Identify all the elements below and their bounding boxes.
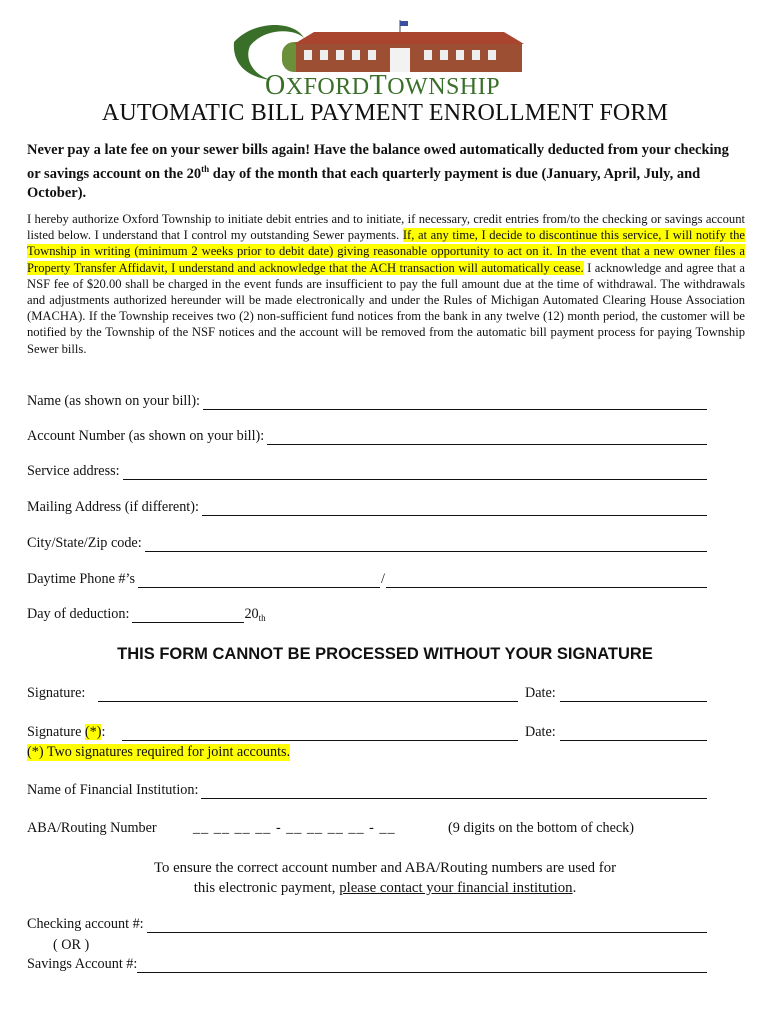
phone-line-1[interactable] — [138, 573, 380, 588]
joint-account-note: (*) Two signatures required for joint accounts. — [27, 744, 291, 760]
aba-routing-field[interactable]: ABA/Routing Number __ __ __ __ - __ __ __ __ - __ (9 digits on the bottom of check) — [27, 820, 634, 836]
service-address-line[interactable] — [123, 465, 707, 480]
account-number-line[interactable] — [267, 430, 707, 445]
phone-line-2[interactable] — [386, 573, 707, 588]
logo-wordmark: OXFORDTOWNSHIP — [265, 70, 501, 101]
date-line-1[interactable] — [560, 701, 707, 702]
savings-account-line[interactable] — [137, 958, 707, 973]
savings-account-field[interactable]: Savings Account #: — [27, 956, 707, 973]
daytime-phone-field[interactable]: Daytime Phone #’s / — [27, 571, 707, 588]
mailing-address-field[interactable]: Mailing Address (if different): — [27, 499, 707, 516]
date-line-2[interactable] — [560, 740, 707, 741]
form-title: AUTOMATIC BILL PAYMENT ENROLLMENT FORM — [101, 100, 669, 126]
city-state-zip-field[interactable]: City/State/Zip code: — [27, 535, 707, 552]
day-of-deduction-field[interactable]: Day of deduction: 20 $_{th}$ — [27, 606, 266, 623]
name-field[interactable]: Name (as shown on your bill): — [27, 393, 707, 410]
name-line[interactable] — [203, 395, 707, 410]
city-state-zip-line[interactable] — [145, 537, 707, 552]
or-separator: ( OR ) — [53, 937, 90, 953]
signature-row-1[interactable]: Signature: Date: — [27, 684, 707, 704]
checking-account-field[interactable]: Checking account #: — [27, 916, 707, 933]
checking-account-line[interactable] — [147, 918, 707, 933]
logo-roof — [294, 32, 524, 44]
authorization-paragraph: I hereby authorize Oxford Township to initiate debit entries and to initiate, if necessary, credit entries from/to the checking or savings account listed below. I understand that I control my outstanding Sewer payments. If, at any time, I decide to discontinue this service, I will notify the Township in writing (minimum 2 weeks prior to debit date) giving reasonable opportunity to act on it. In the event that a new owner files a Property Transfer Affidavit, I understand and acknowledge that the ACH transaction will automatically cease. I acknowledge and agree that a NSF fee of $20.00 shall be charged in the event funds are insufficient to pay the full amount due at the time of withdrawal. The withdrawals and adjustments authorized hereunder will be made electronically and under the Rules of Michigan Automated Clearing House Association (MACHA). If the Township receives two (2) non-sufficient fund notices from the bank in any twelve (12) month period, the customer will be notified by the Township of the NSF notices and the account will be removed from the automatic bill payment process for paying Township Sewer bills. — [27, 212, 745, 356]
signature-required-notice: THIS FORM CANNOT BE PROCESSED WITHOUT YOUR SIGNATURE — [117, 645, 653, 663]
intro-paragraph: Never pay a late fee on your sewer bills again! Have the balance owed automatically deducted from your checking or savings account on the 20th day of the month that each quarterly payment is due (January, April, July, and October). — [27, 142, 729, 201]
aba-digit-blanks[interactable]: __ __ __ __ - __ __ __ __ - __ — [193, 820, 396, 836]
highlighted-discontinue-clause: If, at any time, I decide to discontinue this service, I will notify the Township in writing (minimum 2 weeks prior to debit date) giving reasonable opportunity to act on it. In the event that a new owner files a Property Transfer Affidavit, I understand and acknowledge that the ACH transaction will automatically cease. — [27, 228, 745, 275]
deduction-line[interactable] — [132, 608, 244, 623]
signature-line-1[interactable] — [98, 701, 518, 702]
contact-institution-note: To ensure the correct account number and ABA/Routing numbers are used for this electronic payment, please contact your financial institution. — [153, 860, 617, 896]
signature-line-2[interactable] — [122, 740, 518, 741]
mailing-address-line[interactable] — [202, 501, 707, 516]
financial-institution-line[interactable] — [201, 784, 707, 799]
account-number-field[interactable]: Account Number (as shown on your bill): — [27, 428, 707, 445]
signature-row-2[interactable]: Signature (*): Date: — [27, 723, 707, 743]
service-address-field[interactable]: Service address: — [27, 463, 707, 480]
financial-institution-field[interactable]: Name of Financial Institution: — [27, 782, 707, 799]
